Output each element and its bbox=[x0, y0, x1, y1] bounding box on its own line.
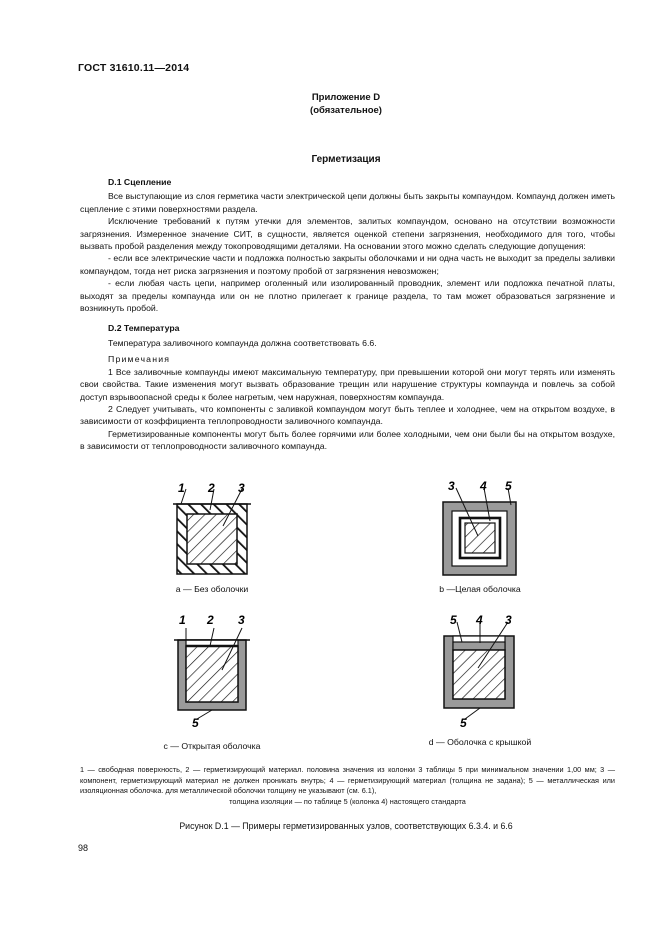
page-number: 98 bbox=[78, 843, 89, 853]
legend-line-1: 1 — свободная поверхность, 2 — герметизирующий материал. половина значения из колонки 3 таблицы 5 при минимальном значении 1,00 мм; 3 — компонент, герметизирующий материал не должен проникать внутрь; 4 — герметизирующий материал (толщина не задана); 5 — металлическая или изоляционная оболочка. для металлической оболочки толщину не указывают (см. 6.1), bbox=[80, 765, 615, 796]
component-c bbox=[186, 646, 238, 702]
label-c-1: 1 bbox=[179, 613, 186, 627]
d1-paragraph-1: Все выступающие из слоя герметика части электрической цепи должны быть закрыты компаундом. Компаунд должен иметь сцепление с этими поверхностями раздела. bbox=[80, 191, 615, 214]
label-b-3: 3 bbox=[448, 479, 455, 493]
label-c-3: 3 bbox=[238, 613, 245, 627]
label-a-1: 1 bbox=[178, 481, 185, 495]
figure-a-unenclosed bbox=[173, 481, 251, 574]
cover-d bbox=[453, 642, 505, 650]
caption-a: a — Без оболочки bbox=[175, 584, 249, 594]
d1-heading: D.1 Сцепление bbox=[108, 177, 172, 187]
notes-label: Примечания bbox=[108, 354, 171, 365]
figure-d-covered-enclosure bbox=[444, 613, 514, 730]
caption-c: c — Открытая оболочка bbox=[163, 741, 261, 751]
figure-c-open-enclosure bbox=[174, 613, 250, 730]
label-c-2: 2 bbox=[207, 613, 214, 627]
component-d bbox=[453, 650, 505, 699]
legend-line-2: толщина изоляции — по таблице 5 (колонка 4) настоящего стандарта bbox=[229, 796, 466, 806]
d1-paragraph-4: - если любая часть цепи, например оголенный или изолированный проводник, элемент или подложка печатной платы, выходят за пределы компаунда или он не плотно прилегает к границе раздела, то там может образоваться загрязнение и возникнуть пробой. bbox=[80, 278, 615, 314]
label-b-5: 5 bbox=[505, 479, 512, 493]
annex-title: Приложение D bbox=[311, 92, 381, 103]
d2-heading: D.2 Температура bbox=[108, 323, 180, 334]
label-b-4: 4 bbox=[480, 479, 487, 493]
note-2: 2 Следует учитывать, что компоненты с заливкой компаундом могут быть теплее и холоднее, чем на открытом воздухе, в зависимости от коэффициента теплопроводности заливочного компаунда. bbox=[80, 403, 615, 427]
component-a bbox=[187, 514, 237, 564]
note-3: Герметизированные компоненты могут быть более горячими или более холодными, чем они были бы на открытом воздухе, в зависимости от теплопроводности заливочного компаунда. bbox=[80, 428, 615, 452]
body-text bbox=[80, 176, 615, 453]
label-a-3: 3 bbox=[238, 481, 245, 495]
figure-b-full-enclosure bbox=[443, 479, 516, 575]
annex-heading bbox=[0, 91, 661, 117]
label-d-4: 4 bbox=[476, 613, 483, 627]
figure-drawings bbox=[0, 470, 661, 760]
section-title: Герметизация bbox=[311, 154, 381, 165]
figure-legend bbox=[80, 765, 615, 807]
annex-status: (обязательное) bbox=[310, 105, 382, 116]
d2-paragraph-1: Температура заливочного компаунда должна соответствовать 6.6. bbox=[108, 337, 377, 348]
note-1: 1 Все заливочные компаунды имеют максимальную температуру, при превышении которой они могут терять или изменять свои свойства. Такие изменения могут вызвать образование трещин или нарушение структуры компаунда и повлечь за собой доступ взрывоопасной среды к более нагретым, чем наружная, поверхностям компаунда. bbox=[80, 366, 615, 402]
label-a-2: 2 bbox=[208, 481, 215, 495]
label-d-5-bottom: 5 bbox=[460, 716, 467, 730]
d1-paragraph-2: Исключение требований к путям утечки для элементов, залитых компаундом, основано на отсутствии возможности загрязнения. Измеренное значение СИТ, в сущности, является оценкой степени загрязнения, необходимого для того, чтобы вызвать пробой разделения между токопроводящими деталями. На основании этого можно сделать следующие допущения: bbox=[80, 216, 615, 252]
standard-header: ГОСТ 31610.11—2014 bbox=[78, 62, 190, 74]
d1-paragraph-3: - если все электрические части и подложка полностью закрыты оболочками и ни одна часть не выходит за пределы заливки компаундом, тогда нет риска загрязнения и поэтому пробой от загрязнения невозможен; bbox=[80, 253, 615, 276]
caption-d: d — Оболочка с крышкой bbox=[428, 737, 532, 747]
caption-b: b —Целая оболочка bbox=[439, 584, 521, 594]
label-d-5-top: 5 bbox=[450, 613, 457, 627]
label-c-5: 5 bbox=[192, 716, 199, 730]
component-b bbox=[465, 523, 495, 553]
figure-caption: Рисунок D.1 — Примеры герметизированных узлов, соответствующих 6.3.4. и 6.6 bbox=[179, 821, 513, 831]
label-d-3: 3 bbox=[505, 613, 512, 627]
